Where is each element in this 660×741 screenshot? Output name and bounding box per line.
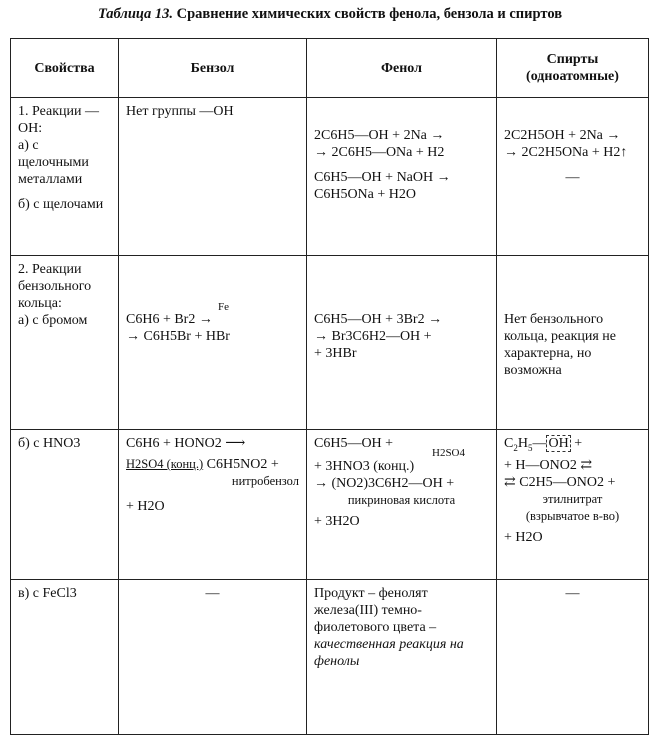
cell-phenol-hno3 [307,430,497,580]
cell-prop-hno3 [11,430,119,580]
phenol-product-name: пикриновая кислота [347,493,456,507]
cell-prop-ring [11,256,119,430]
prop-fecl3: в) с FeCl3 [18,586,77,601]
benzene-product-name: нитробензол [231,474,299,488]
alcohol-naoh-dash: — [565,170,580,185]
table-caption [0,6,660,23]
alcohol-hno3-eq1: $C_2H_5—$ OH + [504,436,583,453]
phenol-naoh-eq1: C6H5—OH + NaOH → [314,170,451,185]
row-ring-bromine [11,256,649,430]
row-nitric-acid [11,430,649,580]
benzene-fecl3-dash: — [205,586,220,601]
header-phenol: Фенол [307,39,497,98]
cell-alcohol-hno3 [497,430,649,580]
phenol-hno3-eq3: → (NO2)3C6H2—OH + [314,476,455,491]
prop-title: 1. Реакции —ОН: [18,104,99,136]
alcohol-na-eq2: → 2C2H5ONa + H2↑ [504,145,628,160]
phenol-hno3-eq2: + 3HNO3 (конц.) [314,459,415,474]
alcohol-hno3-eq3: ⇄ C2H5—ONO2 + [504,474,616,490]
header-alcohols: Спирты (одноатомные) [497,39,649,98]
phenol-hno3-eq4: + 3H2O [314,514,360,529]
phenol-hno3-eq1: C6H5—OH + [314,436,394,451]
cell-alcohol-fecl3 [497,580,649,735]
prop-ring-title: 2. Реакции бензольного кольца: [18,262,92,311]
caption-text: Сравнение химических свойств фенола, бензола и спиртов [172,6,563,22]
caption-lead: Таблица 13. [97,6,173,22]
alcohol-product-note: (взрывчатое в-во) [525,508,620,523]
header-row [11,39,649,98]
phenol-fecl3-text: Продукт – фенолят железа(III) темно-фиолетового цвета – [314,586,437,635]
benzene-no-oh: Нет группы —ОН [126,104,234,119]
cell-phenol-fecl3 [307,580,497,735]
alcohol-product-name: этилнитрат [542,491,603,506]
cell-phenol-oh [307,98,497,256]
alcohol-hno3-eq2: + H—ONO2 ⇄ [504,457,593,473]
benzene-hno3-eq3: + H2O [126,499,165,514]
phenol-qualitative-reaction: качественная реакция на фенолы [314,637,464,669]
benzene-hno3-cond: H2SO4 (конц.) [126,457,204,471]
prop-hno3: б) с HNO3 [18,436,81,451]
prop-bromine: а) с бромом [18,313,88,328]
phenol-br-eq3: + 3HBr [314,346,357,361]
phenol-naoh-eq2: C6H5ONa + H2O [314,187,416,202]
alcohol-no-ring: Нет бензольного кольца, реакция не характерна, но возможна [504,312,617,378]
phenol-hno3-cond: H2SO4 [432,447,466,459]
header-benzene: Бензол [119,39,307,98]
row-fecl3 [11,580,649,735]
alcohol-hno3-eq4: + H2O [504,529,543,545]
cell-benzene-bromine [119,256,307,430]
cell-phenol-bromine [307,256,497,430]
catalyst-fe: Fe [218,301,229,313]
prop-a: а) с щелочными металлами [18,138,89,187]
cell-alcohol-bromine [497,256,649,430]
benzene-hno3-eq1: C6H6 + HONO2 ⟶ [126,436,246,451]
benzene-br-eq2: → C6H5Br + HBr [126,329,230,344]
benzene-hno3-cond-line [126,456,299,473]
benzene-hno3-eq2: C6H5NO2 + [206,457,279,472]
cell-prop-fecl3 [11,580,119,735]
cell-benzene-fecl3 [119,580,307,735]
cell-benzene-hno3 [119,430,307,580]
row-oh-reactions [11,98,649,256]
comparison-table [10,38,649,735]
cell-alcohol-oh [497,98,649,256]
phenol-br-eq1: C6H5—OH + 3Br2 → [314,312,443,327]
phenol-br-eq2: → Br3C6H2—OH + [314,329,432,344]
header-properties: Свойства [11,39,119,98]
cell-benzene-oh [119,98,307,256]
phenol-na-eq1: 2C6H5—OH + 2Na → [314,128,445,143]
alcohol-fecl3-dash: — [565,586,580,601]
prop-b: б) с щелочами [18,197,104,212]
alcohol-na-eq1: 2C2H5OH + 2Na → [504,128,621,143]
cell-prop-oh [11,98,119,256]
benzene-br-eq1: Fe C6H6 + Br2 → [126,301,229,327]
phenol-na-eq2: → 2C6H5—ONa + H2 [314,145,445,160]
phenol-hno3-eq2-wrap [314,447,466,475]
